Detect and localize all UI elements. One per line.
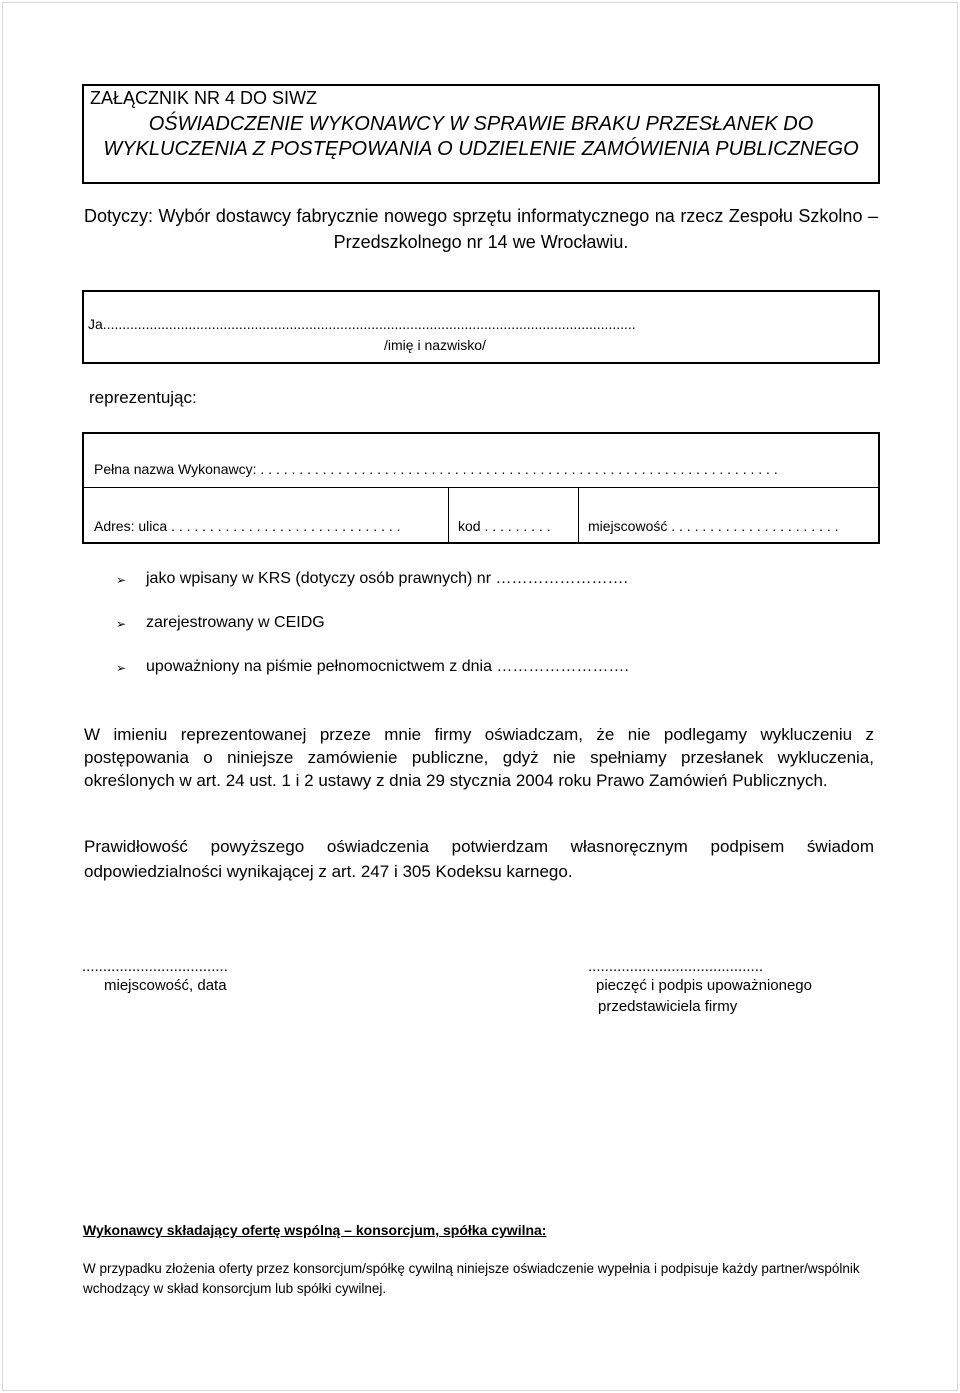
consortium-heading: Wykonawcy składający ofertę wspólną – konsorcjum, spółka cywilna: bbox=[83, 1222, 547, 1238]
document-title: OŚWIADCZENIE WYKONAWCY W SPRAWIE BRAKU PRZESŁANEK DO WYKLUCZENIA Z POSTĘPOWANIA O UDZIELENIE ZAMÓWIENIA PUBLICZNEGO bbox=[103, 113, 859, 160]
contractor-box bbox=[82, 432, 880, 544]
arrow-bullet-icon: ➢ bbox=[116, 617, 127, 631]
column-divider bbox=[448, 487, 449, 542]
ceidg-option[interactable]: zarejestrowany w CEIDG bbox=[146, 614, 325, 631]
contractor-name-field[interactable]: Pełna nazwa Wykonawcy: . . . . . . . . . . . . . . . . . . . . . . . . . . . . . . . . . . . . . . . . . . . . . . . . . . . . . . . . . . . . . . . . . . . bbox=[94, 461, 778, 477]
signature-caption: pieczęć i podpis upoważnionego bbox=[596, 977, 812, 994]
street-field[interactable]: Adres: ulica . . . . . . . . . . . . . . . . . . . . . . . . . . . . . . bbox=[94, 518, 401, 534]
representing-label: reprezentując: bbox=[89, 388, 197, 407]
declarant-box bbox=[82, 290, 880, 364]
date-caption: miejscowość, data bbox=[104, 977, 227, 994]
consortium-note: W przypadku złożenia oferty przez konsorcjum/spółkę cywilną niniejsze oświadczenie wypełnia i podpisuje każdy partner/wspólnik wchodzący w skład konsorcjum lub spółki cywilnej. bbox=[83, 1261, 860, 1296]
declaration-paragraph: W imieniu reprezentowanej przeze mnie firmy oświadczam, że nie podlegamy wykluczeniu z postępowania o niniejsze zamówienie publiczne, gdyż nie spełniamy przesłanek wykluczenia, określonych w art. 24 ust. 1 i 2 ustawy z dnia 29 stycznia 2004 roku Prawo Zamówień Publicznych. bbox=[84, 725, 874, 790]
signature-caption-line2: przedstawiciela firmy bbox=[598, 998, 738, 1015]
arrow-bullet-icon: ➢ bbox=[116, 661, 127, 675]
declarant-caption: /imię i nazwisko/ bbox=[384, 337, 486, 353]
date-signature-line[interactable]: ................................... bbox=[82, 958, 228, 975]
column-divider bbox=[578, 487, 579, 542]
concerns-paragraph: Dotyczy: Wybór dostawcy fabrycznie nowego sprzętu informatycznego na rzecz Zespołu Szkolno – Przedszkolnego nr 14 we Wrocławiu. bbox=[84, 206, 878, 252]
row-divider bbox=[84, 487, 878, 488]
official-signature-line[interactable]: .......................................... bbox=[588, 958, 764, 975]
postcode-field[interactable]: kod . . . . . . . . . bbox=[458, 518, 551, 534]
attachment-label: ZAŁĄCZNIK NR 4 DO SIWZ bbox=[90, 88, 318, 108]
city-field[interactable]: miejscowość . . . . . . . . . . . . . . . . . . . . . . bbox=[588, 518, 839, 534]
header-box bbox=[82, 84, 880, 184]
krs-option[interactable]: jako wpisany w KRS (dotyczy osób prawnych) nr ……………………. bbox=[146, 570, 628, 587]
arrow-bullet-icon: ➢ bbox=[116, 573, 127, 587]
confirmation-paragraph: Prawidłowość powyższego oświadczenia potwierdzam własnoręcznym podpisem świadom odpowiedzialności wynikającej z art. 247 i 305 Kodeksu karnego. bbox=[84, 837, 874, 881]
power-of-attorney-option[interactable]: upoważniony na piśmie pełnomocnictwem z dnia ……………………. bbox=[146, 658, 629, 675]
declarant-name-field[interactable]: Ja......................................................................................................................................... bbox=[88, 316, 636, 332]
